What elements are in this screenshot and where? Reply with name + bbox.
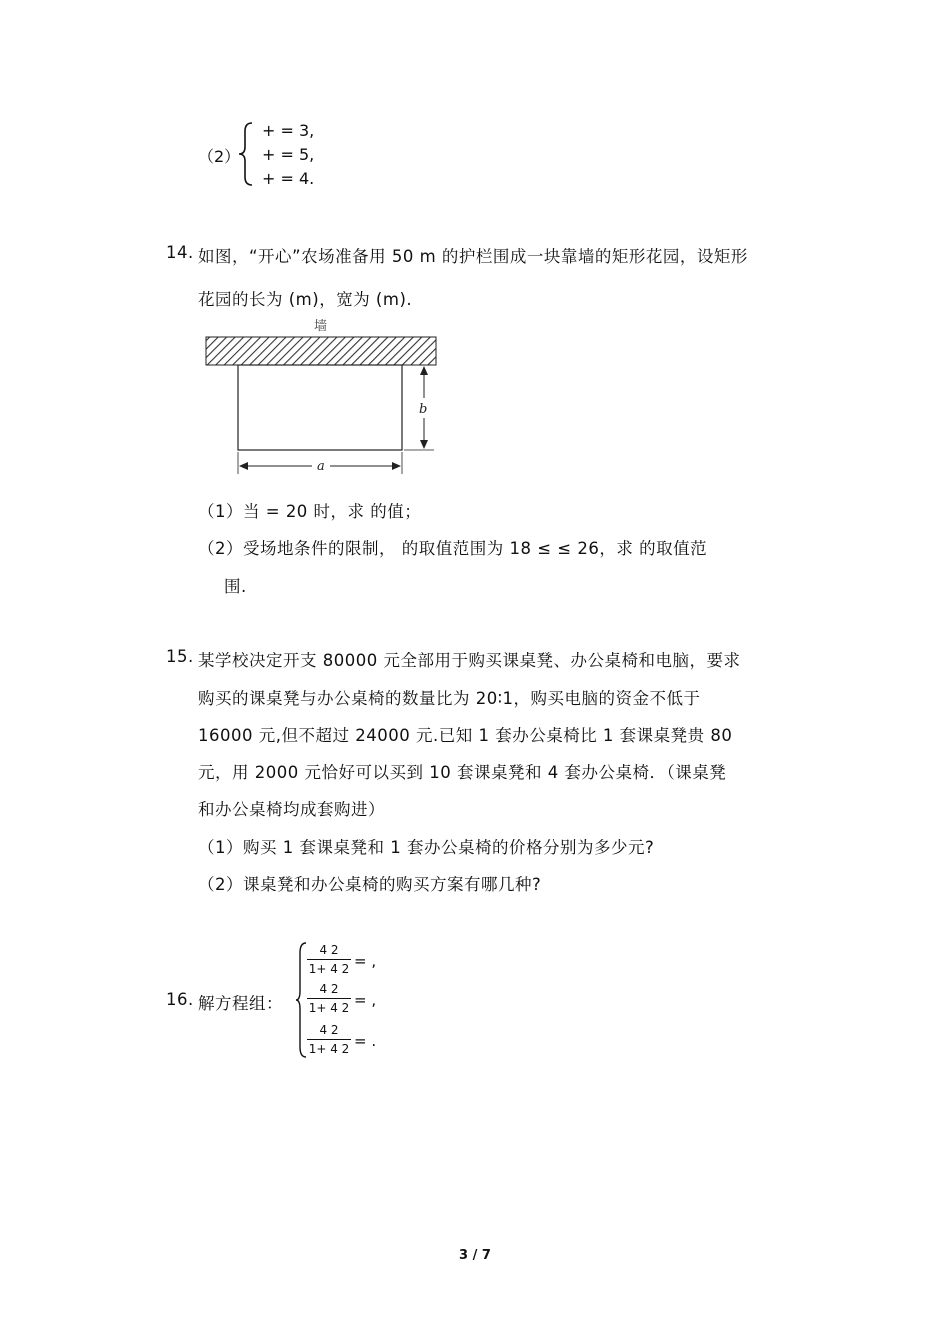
q13-part2-label: （2） [198, 147, 241, 166]
q16-rhs-3: = . [354, 1032, 377, 1050]
q15-part-2: （2）课桌凳和办公桌椅的购买方案有哪几种? [198, 875, 542, 894]
q16-fraction-1-denominator: 1+ 4 2 [308, 962, 350, 976]
q15-line-4: 元，用 2000 元恰好可以买到 10 套课桌凳和 4 套办公桌椅．（课桌凳 [198, 763, 727, 782]
q14-line-2: 花园的长为 (m)，宽为 (m). [198, 290, 413, 309]
q14-line-1: 如图，“开心”农场准备用 50 m 的护栏围成一块靠墙的矩形花园，设矩形 [198, 247, 748, 266]
q16-fraction-3-numerator: 4 2 [319, 1023, 339, 1037]
q14-part-2-line-2: 围. [224, 577, 247, 596]
page-number: 3 / 7 [459, 1248, 491, 1263]
q16-fraction-2 [307, 981, 351, 1016]
wall-label: 墙 [314, 319, 328, 334]
q15-line-2: 购买的课桌凳与办公桌椅的数量比为 20∶1，购买电脑的资金不低于 [198, 689, 701, 708]
q15-line-1: 某学校决定开支 80000 元全部用于购买课桌凳、办公桌椅和电脑，要求 [198, 651, 741, 670]
q16-fraction-2-denominator: 1+ 4 2 [308, 1001, 350, 1015]
q13-equation-2: + = 5, [262, 145, 315, 164]
q14-number: 14. [166, 243, 194, 262]
q16-rhs-2: = , [354, 991, 377, 1009]
q13-equation-3: + = 4. [262, 169, 315, 188]
side-label-b: b [419, 402, 428, 417]
q14-garden-figure [200, 312, 440, 480]
q14-part-1: （1）当 = 20 时，求 的值； [198, 502, 422, 521]
q15-part-1: （1）购买 1 套课桌凳和 1 套办公桌椅的价格分别为多少元? [198, 838, 655, 857]
fraction-bar [307, 959, 351, 960]
garden-rectangle [238, 365, 402, 450]
q16-left-brace-icon [294, 941, 308, 1059]
left-brace-icon [236, 121, 256, 187]
q16-fraction-3-denominator: 1+ 4 2 [308, 1042, 350, 1056]
wall-hatch [206, 337, 436, 365]
q14-part-2-line-1: （2）受场地条件的限制， 的取值范围为 18 ≤ ≤ 26，求 的取值范 [198, 539, 708, 558]
q16-fraction-2-numerator: 4 2 [319, 982, 339, 996]
q15-number: 15. [166, 647, 194, 666]
q16-rhs-1: = , [354, 952, 377, 970]
q13-equation-1: + = 3, [262, 121, 315, 140]
fraction-bar [307, 1039, 351, 1040]
side-label-a: a [317, 459, 325, 474]
q16-fraction-1 [307, 942, 351, 977]
q16-number: 16. [166, 990, 194, 1009]
q15-line-5: 和办公桌椅均成套购进） [198, 800, 385, 819]
fraction-bar [307, 998, 351, 999]
q16-fraction-1-numerator: 4 2 [319, 943, 339, 957]
q15-line-3: 16000 元,但不超过 24000 元.已知 1 套办公桌椅比 1 套课桌凳贵 80 [198, 726, 733, 745]
q16-fraction-3 [307, 1022, 351, 1057]
q16-label: 解方程组： [198, 994, 283, 1013]
